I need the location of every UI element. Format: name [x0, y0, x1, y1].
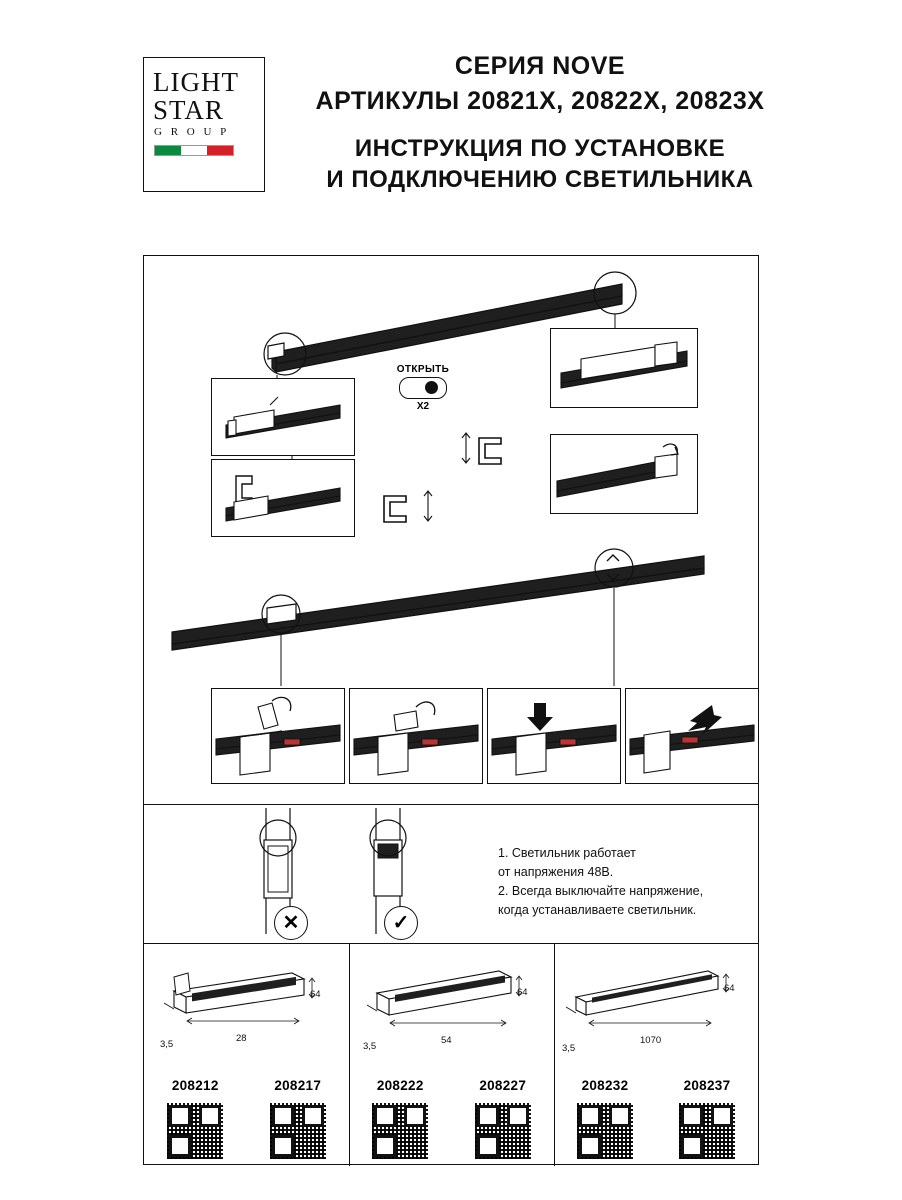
correct-mark-icon: [384, 906, 418, 940]
italy-flag-icon: [154, 145, 234, 156]
qr-code-208232: [577, 1103, 633, 1159]
note-line-3: 2. Всегда выключайте напряжение,: [498, 884, 704, 898]
product-cell-3: [554, 943, 758, 1166]
product-2-height: 64: [517, 987, 528, 998]
articles-title: АРТИКУЛЫ 20821X, 20822X, 20823X: [315, 87, 765, 115]
instruction-panel: [143, 255, 759, 1165]
step-thumb-4: [550, 434, 698, 514]
qr-code-208227: [475, 1103, 531, 1159]
step-thumb-2: [211, 459, 355, 537]
wrong-mark-icon: [274, 906, 308, 940]
open-badge: [390, 364, 456, 424]
wrong-symbol: ✕: [282, 912, 300, 934]
panel-divider-1: [144, 804, 758, 805]
qr-code-208217: [270, 1103, 326, 1159]
logo-group-text: G R O U P: [154, 126, 230, 138]
title-block: [300, 52, 780, 195]
safety-notes: [498, 844, 748, 920]
product-2-length: 54: [441, 1035, 452, 1046]
orientation-diagram: [194, 808, 544, 942]
correct-symbol: ✓: [392, 912, 410, 934]
open-badge-count: X2: [416, 401, 430, 412]
document-header: [0, 0, 902, 250]
product-1-code-a: 208212: [171, 1078, 219, 1093]
logo-line-2: STAR: [153, 95, 224, 125]
product-2-code-b: 208227: [479, 1078, 527, 1093]
product-3-length: 1070: [640, 1035, 662, 1046]
mount-step-1: [211, 688, 345, 784]
instruction-title-line-2: И ПОДКЛЮЧЕНИЮ СВЕТИЛЬНИКА: [326, 166, 754, 193]
product-2-depth: 3,5: [363, 1041, 377, 1052]
product-1-length: 28: [236, 1033, 247, 1044]
toggle-icon: [399, 377, 447, 399]
note-line-4: когда устанавливаете светильник.: [498, 903, 697, 917]
mount-step-4: [625, 688, 759, 784]
mount-step-2: [349, 688, 483, 784]
qr-code-208237: [679, 1103, 735, 1159]
step-thumb-3: [550, 328, 698, 408]
note-line-2: от напряжения 48B.: [498, 865, 614, 879]
qr-code-208212: [167, 1103, 223, 1159]
brand-logo: [143, 57, 265, 192]
product-3-code-a: 208232: [581, 1078, 629, 1093]
mount-step-3: [487, 688, 621, 784]
step-thumb-1: [211, 378, 355, 456]
product-1-depth: 3,5: [160, 1039, 174, 1050]
product-3-code-b: 208237: [683, 1078, 731, 1093]
product-3-depth: 3,5: [562, 1043, 576, 1054]
open-badge-label: ОТКРЫТЬ: [396, 364, 450, 375]
note-line-1: 1. Светильник работает: [498, 846, 636, 860]
product-cell-2: [349, 943, 554, 1166]
product-1-height: 64: [310, 989, 321, 1000]
product-cell-1: [144, 943, 349, 1166]
qr-code-208222: [372, 1103, 428, 1159]
instruction-title-line-1: ИНСТРУКЦИЯ ПО УСТАНОВКЕ: [354, 135, 726, 162]
product-3-height: 64: [724, 983, 735, 994]
series-title: СЕРИЯ NOVE: [454, 52, 626, 80]
product-1-code-b: 208217: [274, 1078, 322, 1093]
logo-line-1: LIGHT: [153, 67, 239, 97]
product-2-code-a: 208222: [376, 1078, 424, 1093]
